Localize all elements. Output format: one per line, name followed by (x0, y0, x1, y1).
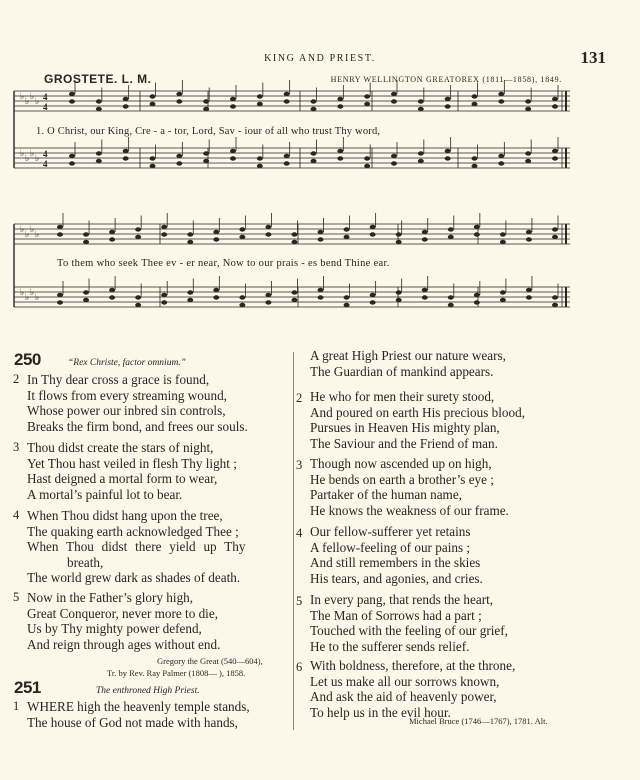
note-head (284, 99, 290, 103)
lyrics-line-1: 1. O Christ, our King, Cre - a - tor, Lord, Sav - iour of all who trust Thy word, (36, 126, 381, 137)
note-head (498, 99, 504, 103)
note-head (391, 161, 397, 165)
verse-line: Our fellow-sufferer yet retains (310, 524, 471, 539)
verse-number: 5 (13, 590, 20, 604)
verse-line: Let us make all our sorrows known, (310, 673, 500, 689)
note-head (311, 99, 317, 103)
note-head (422, 288, 428, 292)
verse-line: The quaking earth acknowledged Thee ; (27, 523, 239, 539)
note-head (203, 99, 209, 103)
flat-sign: ♭ (35, 292, 40, 302)
note-head (370, 232, 376, 236)
flat-sign: ♭ (35, 229, 40, 239)
verse-number: 4 (13, 508, 20, 522)
note-head (552, 227, 558, 231)
hymn-251-title: The enthroned High Priest. (96, 686, 200, 696)
note-head (230, 104, 236, 108)
note-head (472, 156, 478, 160)
note-head (525, 159, 531, 163)
verse-line: A mortal’s painful lot to bear. (27, 486, 183, 502)
note-head (239, 303, 245, 307)
flat-sign: ♭ (30, 91, 35, 101)
note-head (161, 300, 167, 304)
note-head (150, 164, 156, 168)
verse-number: 2 (296, 391, 303, 405)
hymn-250-number: 250 (14, 350, 41, 369)
verse-line: It flows from every streaming wound, (27, 387, 227, 403)
note-head (472, 102, 478, 106)
note-head (364, 156, 370, 160)
verse-line: Now in the Father’s glory high, (27, 590, 194, 605)
note-head (396, 298, 402, 302)
note-head (150, 102, 156, 106)
note-head (311, 151, 317, 155)
note-head (239, 235, 245, 239)
note-head (57, 232, 63, 236)
verse-line: Great Conqueror, never more to die, (27, 605, 218, 621)
note-head (391, 154, 397, 158)
note-head (337, 149, 343, 153)
flat-sign: ♭ (30, 287, 35, 297)
note-head (396, 240, 402, 244)
note-head (69, 92, 75, 96)
verse-line: The Man of Sorrows had a part ; (310, 607, 482, 623)
note-head (472, 94, 478, 98)
note-head (109, 237, 115, 241)
note-head (337, 97, 343, 101)
note-head (135, 295, 141, 299)
flat-sign: ♭ (25, 96, 30, 106)
note-head (213, 230, 219, 234)
verse-line: He who for men their surety stood, (310, 389, 495, 404)
flat-sign: ♭ (35, 153, 40, 163)
note-head (472, 164, 478, 168)
note-head (422, 237, 428, 241)
verse-line: He bends on earth a brother’s eye ; (310, 471, 494, 487)
note-head (525, 107, 531, 111)
note-head (265, 293, 271, 297)
composer-credit: HENRY WELLINGTON GREATOREX (1811—1858), 1849. (330, 75, 562, 84)
note-head (291, 290, 297, 294)
note-head (445, 156, 451, 160)
note-head (265, 225, 271, 229)
verse-number: 3 (296, 458, 303, 472)
note-head (291, 232, 297, 236)
verse-line: He knows the weakness of our frame. (310, 502, 509, 518)
note-head (396, 232, 402, 236)
note-head (83, 240, 89, 244)
note-head (370, 300, 376, 304)
time-signature: 4 (43, 159, 48, 169)
tune-name: GROSTETE. L. M. (44, 72, 152, 86)
note-head (445, 149, 451, 153)
note-head (96, 99, 102, 103)
note-head (284, 92, 290, 96)
note-head (96, 151, 102, 155)
note-head (176, 154, 182, 158)
note-head (213, 237, 219, 241)
note-head (109, 288, 115, 292)
verse-line: breath, (67, 554, 104, 570)
verse-line: WHERE high the heavenly temple stands, (27, 699, 250, 714)
note-head (230, 156, 236, 160)
verse-number: 1 (13, 699, 20, 713)
flat-sign: ♭ (30, 224, 35, 234)
verse-line: His tears, and agonies, and cries. (310, 570, 483, 586)
note-head (344, 295, 350, 299)
note-head (203, 151, 209, 155)
note-head (318, 237, 324, 241)
note-head (418, 99, 424, 103)
note-head (337, 156, 343, 160)
note-head (284, 161, 290, 165)
note-head (230, 149, 236, 153)
note-head (83, 298, 89, 302)
note-head (291, 298, 297, 302)
time-signature: 4 (43, 92, 48, 102)
flat-sign: ♭ (25, 229, 30, 239)
note-head (176, 92, 182, 96)
note-head (239, 227, 245, 231)
note-head (498, 92, 504, 96)
note-head (448, 295, 454, 299)
note-head (500, 232, 506, 236)
note-head (96, 159, 102, 163)
flat-sign: ♭ (30, 148, 35, 158)
note-head (135, 235, 141, 239)
note-head (391, 99, 397, 103)
note-head (57, 225, 63, 229)
note-head (257, 94, 263, 98)
flat-sign: ♭ (25, 153, 30, 163)
note-head (552, 149, 558, 153)
note-head (318, 288, 324, 292)
note-head (123, 149, 129, 153)
verse-line: When Thou didst there yield up Thy (27, 539, 246, 555)
flat-sign: ♭ (20, 148, 25, 158)
flat-sign: ♭ (35, 96, 40, 106)
verse-line: To help us in the evil hour. (310, 704, 451, 720)
note-head (526, 230, 532, 234)
flat-sign: ♭ (20, 224, 25, 234)
verse-line: A great High Priest our nature wears, (310, 348, 506, 363)
verse-line: Breaks the firm bond, and frees our souls. (27, 418, 248, 434)
verse-number: 3 (13, 440, 20, 454)
note-head (161, 225, 167, 229)
note-head (161, 232, 167, 236)
note-head (344, 235, 350, 239)
note-head (176, 161, 182, 165)
note-head (337, 104, 343, 108)
note-head (500, 298, 506, 302)
verse-line: Though now ascended up on high, (310, 456, 492, 471)
note-head (552, 97, 558, 101)
note-head (364, 94, 370, 98)
note-head (284, 154, 290, 158)
note-head (57, 293, 63, 297)
note-head (123, 104, 129, 108)
note-head (203, 107, 209, 111)
music-score (0, 0, 640, 320)
flat-sign: ♭ (20, 91, 25, 101)
verse-line: And ask the aid of heavenly power, (310, 689, 497, 705)
note-head (150, 94, 156, 98)
note-head (150, 156, 156, 160)
verse-number: 5 (296, 594, 303, 608)
verse-number: 4 (296, 526, 303, 540)
verse-line: Thou didst create the stars of night, (27, 440, 214, 455)
note-head (370, 293, 376, 297)
note-head (69, 154, 75, 158)
lyrics-line-2: To them who seek Thee ev - er near, Now to our prais - es bend Thine ear. (57, 258, 390, 269)
note-head (552, 295, 558, 299)
note-head (364, 164, 370, 168)
page-number: 131 (580, 48, 606, 67)
hymn-251-number: 251 (14, 678, 41, 697)
note-head (83, 232, 89, 236)
note-head (109, 295, 115, 299)
note-head (176, 99, 182, 103)
note-head (552, 235, 558, 239)
note-head (318, 230, 324, 234)
verse-line: Whose power our inbred sin controls, (27, 403, 226, 419)
verse-line: Hast deigned a mortal form to wear, (27, 471, 218, 487)
note-head (525, 99, 531, 103)
flat-sign: ♭ (20, 287, 25, 297)
note-head (257, 164, 263, 168)
verse-line: With boldness, therefore, at the throne, (310, 658, 516, 673)
note-head (187, 298, 193, 302)
note-head (57, 300, 63, 304)
note-head (257, 102, 263, 106)
note-head (498, 161, 504, 165)
note-head (418, 151, 424, 155)
note-head (187, 232, 193, 236)
note-head (552, 104, 558, 108)
note-head (69, 99, 75, 103)
note-head (448, 227, 454, 231)
note-head (391, 92, 397, 96)
note-head (525, 151, 531, 155)
verse-line: Yet Thou hast veiled in flesh Thy light ; (27, 455, 237, 471)
note-head (418, 159, 424, 163)
verse-line: The Saviour and the Friend of man. (310, 435, 498, 451)
verse-line: Us by Thy mighty power defend, (27, 621, 202, 637)
verse-number: 2 (13, 372, 20, 386)
note-head (498, 154, 504, 158)
note-head (69, 161, 75, 165)
verse-line: And still remembers in the skies (310, 555, 481, 571)
note-head (552, 156, 558, 160)
flat-sign: ♭ (25, 292, 30, 302)
note-head (344, 303, 350, 307)
note-head (213, 295, 219, 299)
note-head (474, 232, 480, 236)
verse-number: 6 (296, 660, 303, 674)
note-head (123, 97, 129, 101)
note-head (239, 295, 245, 299)
verse-line: And reign through ages without end. (27, 636, 221, 652)
note-head (474, 225, 480, 229)
note-head (187, 290, 193, 294)
verse-line: In every pang, that rends the heart, (310, 592, 494, 607)
note-head (213, 288, 219, 292)
note-head (291, 240, 297, 244)
note-head (526, 237, 532, 241)
note-head (311, 159, 317, 163)
verse-line: Partaker of the human name, (310, 487, 462, 503)
note-head (135, 227, 141, 231)
note-head (135, 303, 141, 307)
note-head (422, 295, 428, 299)
verse-line: When Thou didst hang upon the tree, (27, 508, 223, 523)
note-head (83, 290, 89, 294)
time-signature: 4 (43, 149, 48, 159)
note-head (474, 300, 480, 304)
note-head (418, 107, 424, 111)
verse-line: The world grew dark as shades of death. (27, 570, 241, 586)
verse-line: He to the sufferer sends relief. (310, 638, 470, 654)
note-head (422, 230, 428, 234)
column-divider (293, 352, 294, 730)
note-head (123, 156, 129, 160)
note-head (318, 295, 324, 299)
note-head (500, 290, 506, 294)
note-head (448, 235, 454, 239)
note-head (230, 97, 236, 101)
verse-line: The house of God not made with hands, (27, 714, 238, 730)
note-head (552, 303, 558, 307)
verse-line: Pursues in Heaven His mighty plan, (310, 420, 500, 436)
note-head (364, 102, 370, 106)
time-signature: 4 (43, 102, 48, 112)
hymn-251-attribution: Michael Bruce (1746—1767), 1781. Alt. (409, 716, 548, 726)
running-head: KING AND PRIEST. (264, 53, 376, 64)
hymn-250-attribution-author: Gregory the Great (540—604), (157, 656, 263, 666)
note-head (265, 232, 271, 236)
hymn-250-attribution-translator: Tr. by Rev. Ray Palmer (1808— ), 1858. (107, 668, 246, 678)
note-head (311, 107, 317, 111)
note-head (396, 290, 402, 294)
note-head (109, 230, 115, 234)
hymn-250-latin-title: “Rex Christe, factor omnium.” (68, 358, 186, 368)
note-head (445, 104, 451, 108)
note-head (448, 303, 454, 307)
verse-line: Touched with the feeling of our grief, (310, 623, 508, 639)
note-head (96, 107, 102, 111)
note-head (161, 293, 167, 297)
verse-line: In Thy dear cross a grace is found, (27, 372, 210, 387)
verse-line: A fellow-feeling of our pains ; (310, 539, 471, 555)
note-head (526, 295, 532, 299)
note-head (370, 225, 376, 229)
note-head (257, 156, 263, 160)
note-head (500, 240, 506, 244)
verse-line: The Guardian of mankind appears. (310, 363, 494, 379)
verse-line: And poured on earth His precious blood, (310, 404, 525, 420)
note-head (187, 240, 193, 244)
note-head (344, 227, 350, 231)
note-head (474, 293, 480, 297)
note-head (445, 97, 451, 101)
note-head (203, 159, 209, 163)
note-head (265, 300, 271, 304)
note-head (526, 288, 532, 292)
